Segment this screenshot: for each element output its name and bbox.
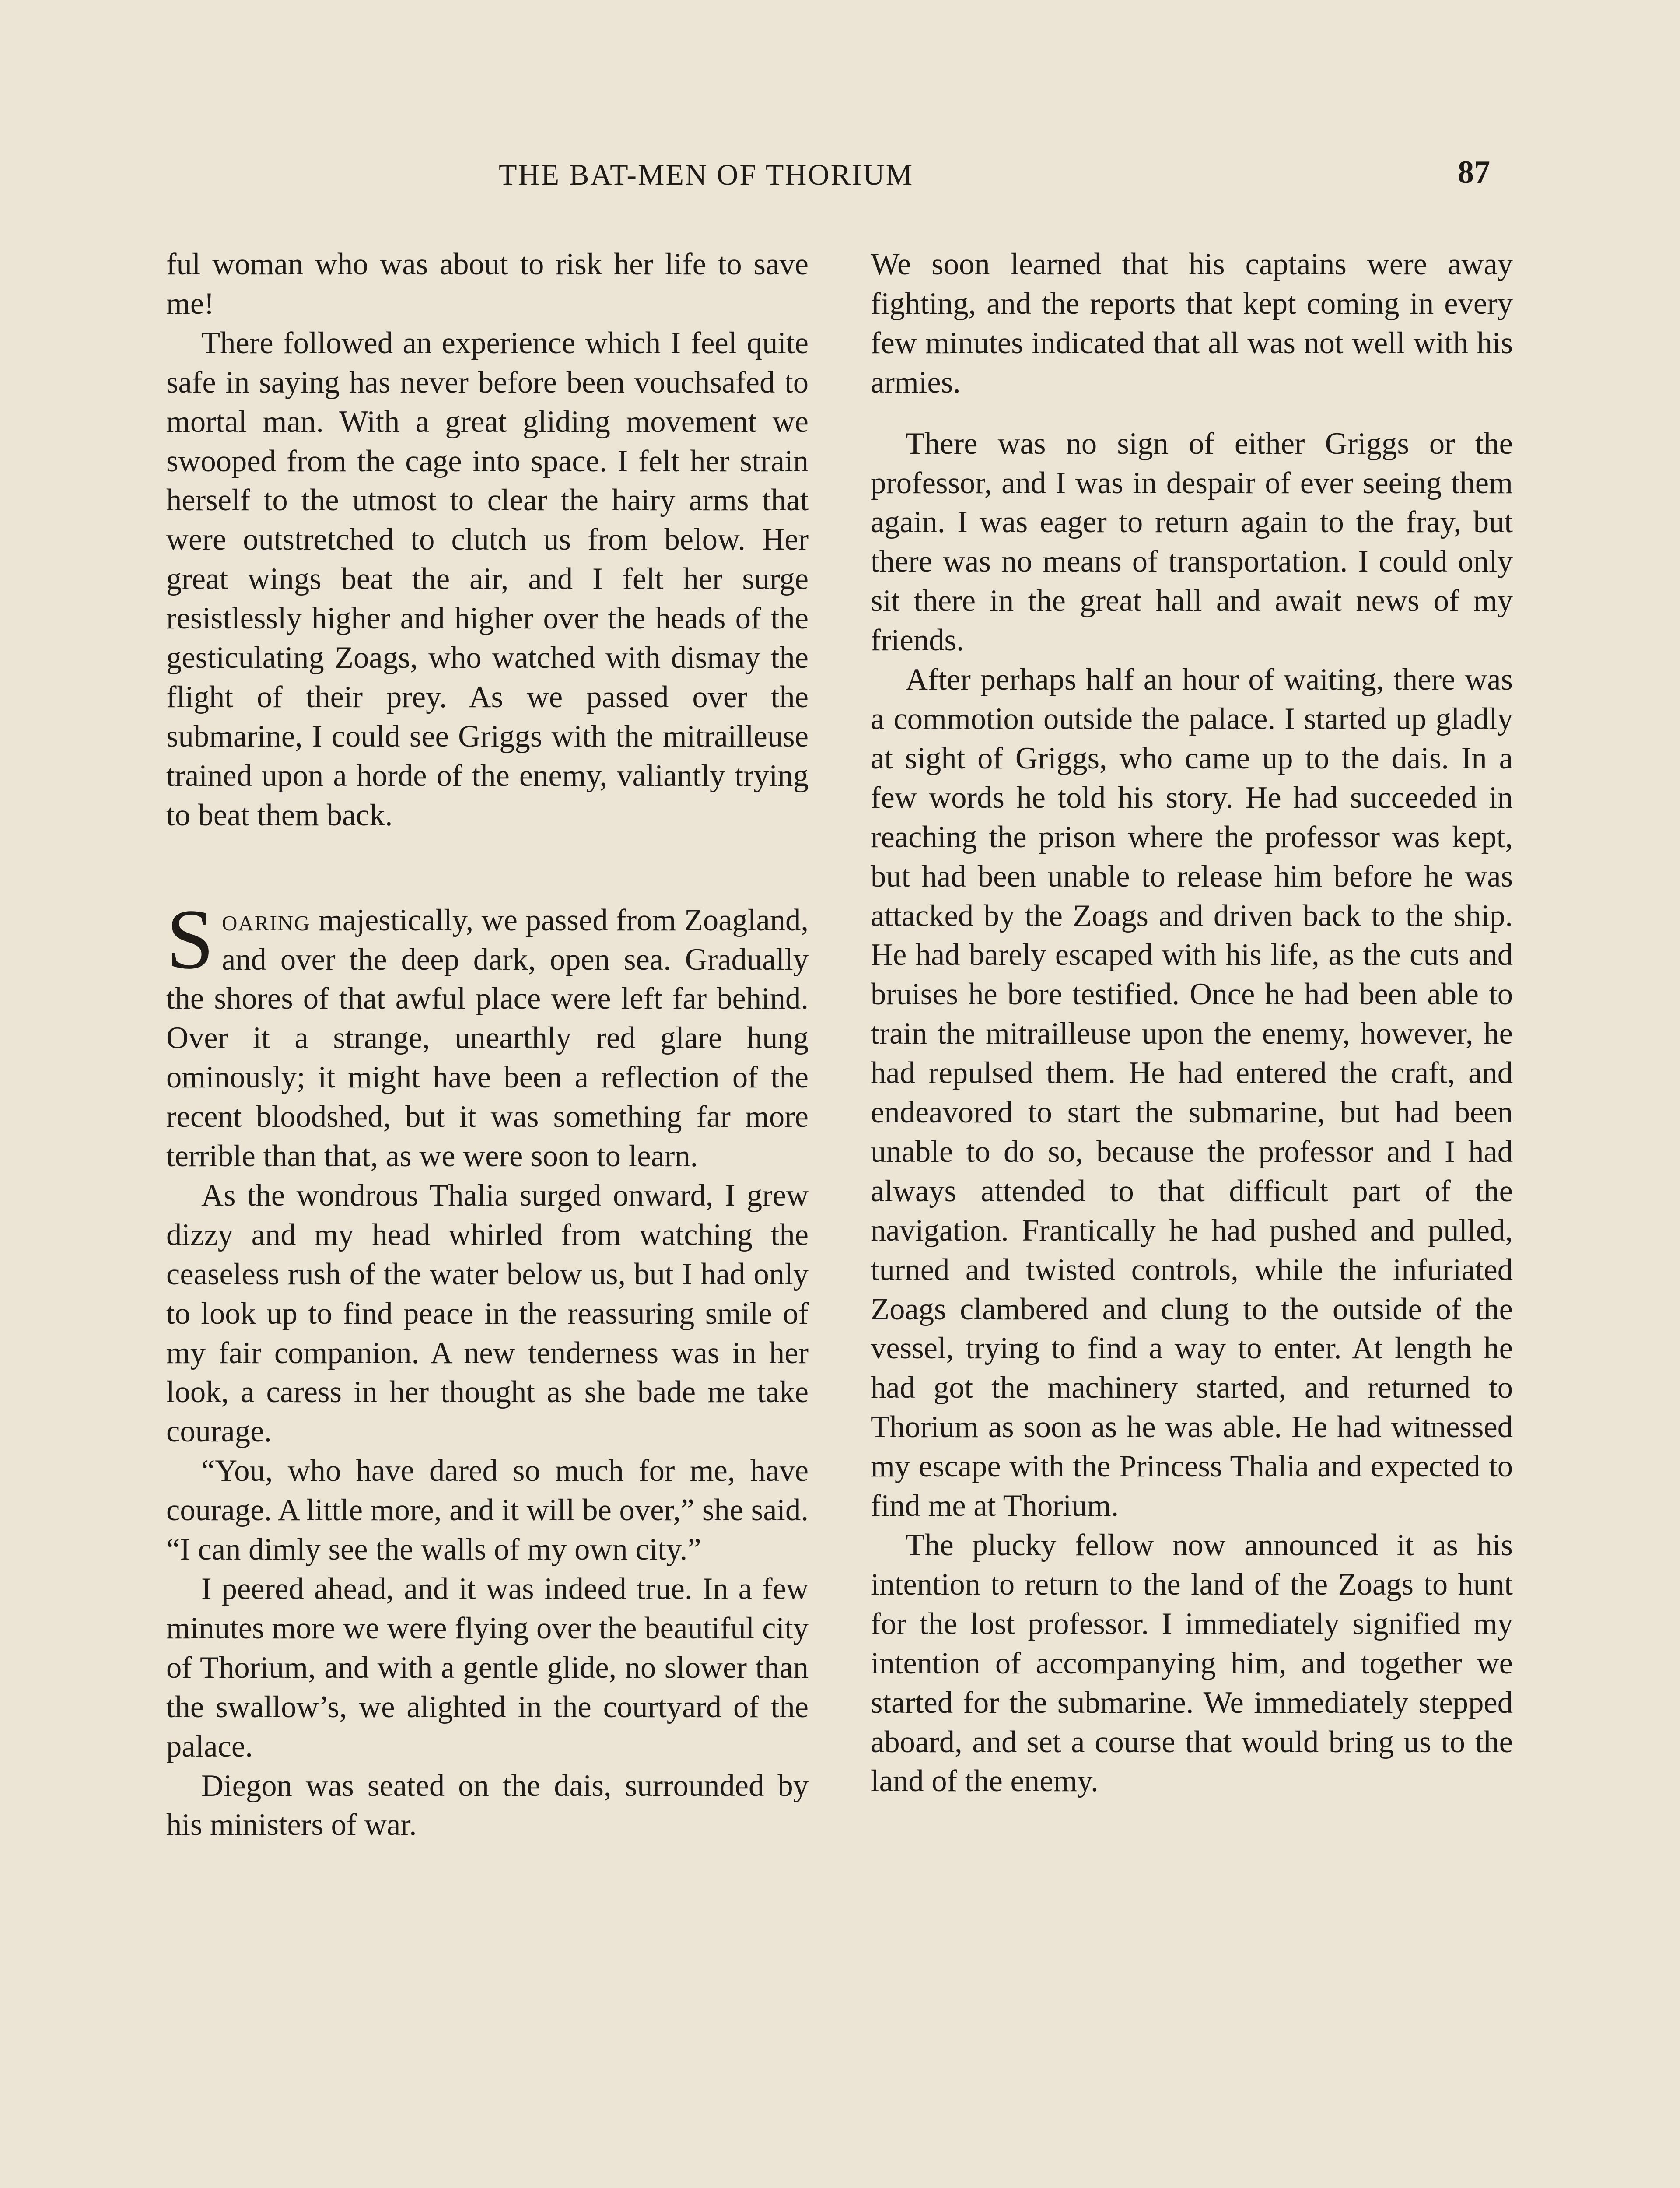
section-opening-paragraph bbox=[166, 891, 808, 1176]
paragraph: Diegon was seated on the dais, surrounded by his ministers of war. bbox=[166, 1768, 808, 1842]
paragraph: “You, who have dared so much for me, have courage. A little more, and it will be over,” she said. “I can dimly see the walls of my own city.” bbox=[166, 1454, 808, 1567]
paragraph: The plucky fellow now announced it as his intention to return to the land of the Zoags to hunt for the lost professor. I immediately signified my intention of accompanying him, and together we started for the submarine. We immediately stepped aboard, and set a course that would bring us to the land of the enemy. bbox=[871, 1528, 1513, 1799]
left-column bbox=[166, 245, 808, 1845]
paragraph: As the wondrous Thalia surged onward, I grew dizzy and my head whirled from watching the ceaseless rush of the water below us, but I had only to look up to find peace in the reassuring smile of my fair companion. A new tenderness was in her look, a caress in her thought as she bade me take courage. bbox=[166, 1178, 808, 1449]
paragraph: There followed an experience which I feel quite safe in saying has never before been vouchsafed to mortal man. With a great gliding movement we swooped from the cage into space. I felt her strain herself to the utmost to clear the hairy arms that were outstretched to clutch us from below. Her great wings beat the air, and I felt her surge resistlessly higher and higher over the heads of the gesticulating Zoags, who watched with dismay the flight of their prey. As we passed over the submarine, I could see Griggs with the mitrailleuse trained upon a horde of the enemy, valiantly trying to beat them back. bbox=[166, 326, 808, 832]
right-column bbox=[871, 245, 1513, 1801]
page-number: 87 bbox=[1458, 154, 1490, 190]
running-title: THE BAT-MEN OF THORIUM bbox=[499, 158, 914, 191]
paragraph: There was no sign of either Griggs or the professor, and I was in despair of ever seeing them again. I was eager to return again to the fray, but there was no means of transportation. I could only sit there in the great hall and await news of my friends. bbox=[871, 426, 1513, 658]
drop-cap: S bbox=[166, 891, 214, 987]
paragraph-text: majestically, we passed from Zoagland, and over the deep dark, open sea. Gradually the shores of that awful place were left far behind. Over it a strange, unearthly red glare hung ominously; it might have been a reflection of the recent bloodshed, but it was something far more terrible than that, as we were soon to learn. bbox=[166, 903, 808, 1174]
small-caps-lead: oaring bbox=[222, 903, 311, 937]
paragraph: We soon learned that his captains were away fighting, and the reports that kept coming in every few minutes indicated that all was not well with his armies. bbox=[871, 247, 1513, 400]
paragraph: After perhaps half an hour of waiting, there was a commotion outside the palace. I started up gladly at sight of Griggs, who came up to the dais. In a few words he told his story. He had succeeded in reaching the prison where the professor was kept, but had been unable to release him before he was attacked by the Zoags and driven back to the ship. He had barely escaped with his life, as the cuts and bruises he bore testified. Once he had been able to train the mitrailleuse upon the enemy, however, he had repulsed them. He had entered the craft, and endeavored to start the submarine, but had been unable to do so, because the professor and I had always attended to that difficult part of the navigation. Frantically he had pushed and pulled, turned and twisted controls, while the infuriated Zoags clambered and clung to the outside of the vessel, trying to find a way to enter. At length he had got the machinery started, and returned to Thorium as soon as he was able. He had witnessed my escape with the Princess Thalia and expected to find me at Thorium. bbox=[871, 663, 1513, 1523]
paragraph: I peered ahead, and it was indeed true. In a few minutes more we were flying over the beautiful city of Thorium, and with a gentle glide, no slower than the swallow’s, we alighted in the courtyard of the palace. bbox=[166, 1572, 808, 1764]
paragraph: ful woman who was about to risk her life to save me! bbox=[166, 247, 808, 321]
